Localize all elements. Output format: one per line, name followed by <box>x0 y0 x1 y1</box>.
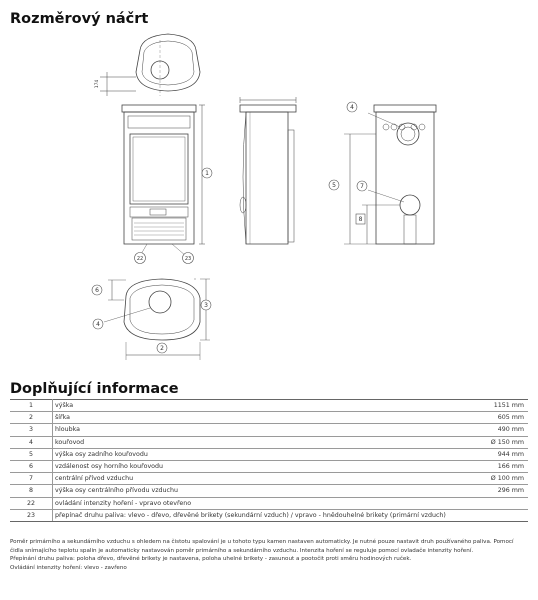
table-cell-label: přepínač druhu paliva: vlevo - dřevo, dřevěné brikety (sekundární vzduch) / vpravo - hnědouhelné brikety (primární vzduch) <box>53 509 463 521</box>
table-cell-value: 296 mm <box>462 485 528 497</box>
svg-text:4: 4 <box>350 104 354 112</box>
svg-text:22: 22 <box>136 256 144 262</box>
table-cell-label: výška <box>53 400 463 412</box>
table-cell-n: 5 <box>10 448 53 460</box>
svg-text:3: 3 <box>204 302 208 310</box>
table-cell-value <box>462 497 528 509</box>
callout-3-top <box>201 300 211 310</box>
table-cell-value: 944 mm <box>462 448 528 460</box>
table-cell-n: 2 <box>10 412 53 424</box>
svg-text:7: 7 <box>360 183 364 191</box>
table-cell-n: 6 <box>10 460 53 472</box>
table-row <box>10 509 528 521</box>
table-cell-label: centrální přívod vzduchu <box>53 473 463 485</box>
svg-text:5: 5 <box>332 182 336 190</box>
notes <box>10 538 526 572</box>
callout-6-top <box>92 285 102 295</box>
callout-2-top <box>157 343 167 353</box>
callout-4-back <box>347 102 357 112</box>
svg-text:8: 8 <box>358 216 363 223</box>
table-row <box>10 460 528 472</box>
callout-8 <box>356 214 365 224</box>
table-cell-n: 8 <box>10 485 53 497</box>
note-3: Ovládání intenzity hoření: vlevo - zavřeno <box>10 564 127 571</box>
section-title-sketch: Rozměrový náčrt <box>10 11 149 27</box>
table-cell-label: výška osy zadního kouřovodu <box>53 448 463 460</box>
table-row <box>10 424 528 436</box>
side-view <box>240 97 296 244</box>
svg-text:2: 2 <box>160 345 164 353</box>
svg-text:174: 174 <box>95 79 100 89</box>
info-table <box>10 399 528 522</box>
table-cell-n: 7 <box>10 473 53 485</box>
note-2: Přepínání druhu paliva: poloha dřevo, dřevěné brikety je nastavena, poloha uhelné brikety - zasunout a pootočit proti směru hodinových ruček. <box>10 556 412 563</box>
svg-text:6: 6 <box>95 287 99 295</box>
section-title-info: Doplňující informace <box>10 381 179 397</box>
table-cell-n: 23 <box>10 509 53 521</box>
table-row <box>10 473 528 485</box>
table-cell-label: vzdálenost osy horního kouřovodu <box>53 460 463 472</box>
table-cell-label: výška osy centrálního přívodu vzduchu <box>53 485 463 497</box>
table-cell-value: Ø 100 mm <box>462 473 528 485</box>
svg-text:23: 23 <box>184 256 192 262</box>
table-cell-label: hloubka <box>53 424 463 436</box>
table-cell-n: 1 <box>10 400 53 412</box>
table-cell-value: 1151 mm <box>462 400 528 412</box>
note-1: Poměr primárního a sekundárního vzduchu s ohledem na čistotu spalování je u tohoto typu kamen nastaven automaticky. Je nutné pouze nastavit druh používaného paliva. Pomocí čidla snímajícího teplotu spalin je automaticky nastavován poměr primárního a sekundárního vzduchu. Intenzita hoření se reguluje pomocí ovladače intenzity hoření. <box>10 539 514 554</box>
table-cell-label: kouřovod <box>53 436 463 448</box>
callout-23 <box>183 253 194 264</box>
top-view-upper <box>100 34 200 96</box>
table-cell-value <box>462 509 528 521</box>
callout-7 <box>357 181 367 191</box>
table-cell-label: šířka <box>53 412 463 424</box>
table-row <box>10 448 528 460</box>
dimension-drawing <box>0 30 538 370</box>
table-cell-value: 166 mm <box>462 460 528 472</box>
table-row <box>10 485 528 497</box>
table-cell-value: 605 mm <box>462 412 528 424</box>
table-cell-value: Ø 150 mm <box>462 436 528 448</box>
table-cell-n: 4 <box>10 436 53 448</box>
table-row <box>10 436 528 448</box>
table-row <box>10 400 528 412</box>
table-row <box>10 412 528 424</box>
dim-label-small <box>94 80 100 89</box>
callout-4-top <box>93 319 103 329</box>
svg-text:4: 4 <box>96 321 100 329</box>
svg-text:1: 1 <box>205 170 209 178</box>
table-cell-n: 22 <box>10 497 53 509</box>
table-cell-label: ovládání intenzity hoření - vpravo otevřeno <box>53 497 463 509</box>
callout-5 <box>329 180 339 190</box>
callout-1 <box>202 168 212 178</box>
table-cell-value: 490 mm <box>462 424 528 436</box>
table-row <box>10 497 528 509</box>
table-cell-n: 3 <box>10 424 53 436</box>
front-view <box>122 105 205 256</box>
callout-22 <box>135 253 146 264</box>
